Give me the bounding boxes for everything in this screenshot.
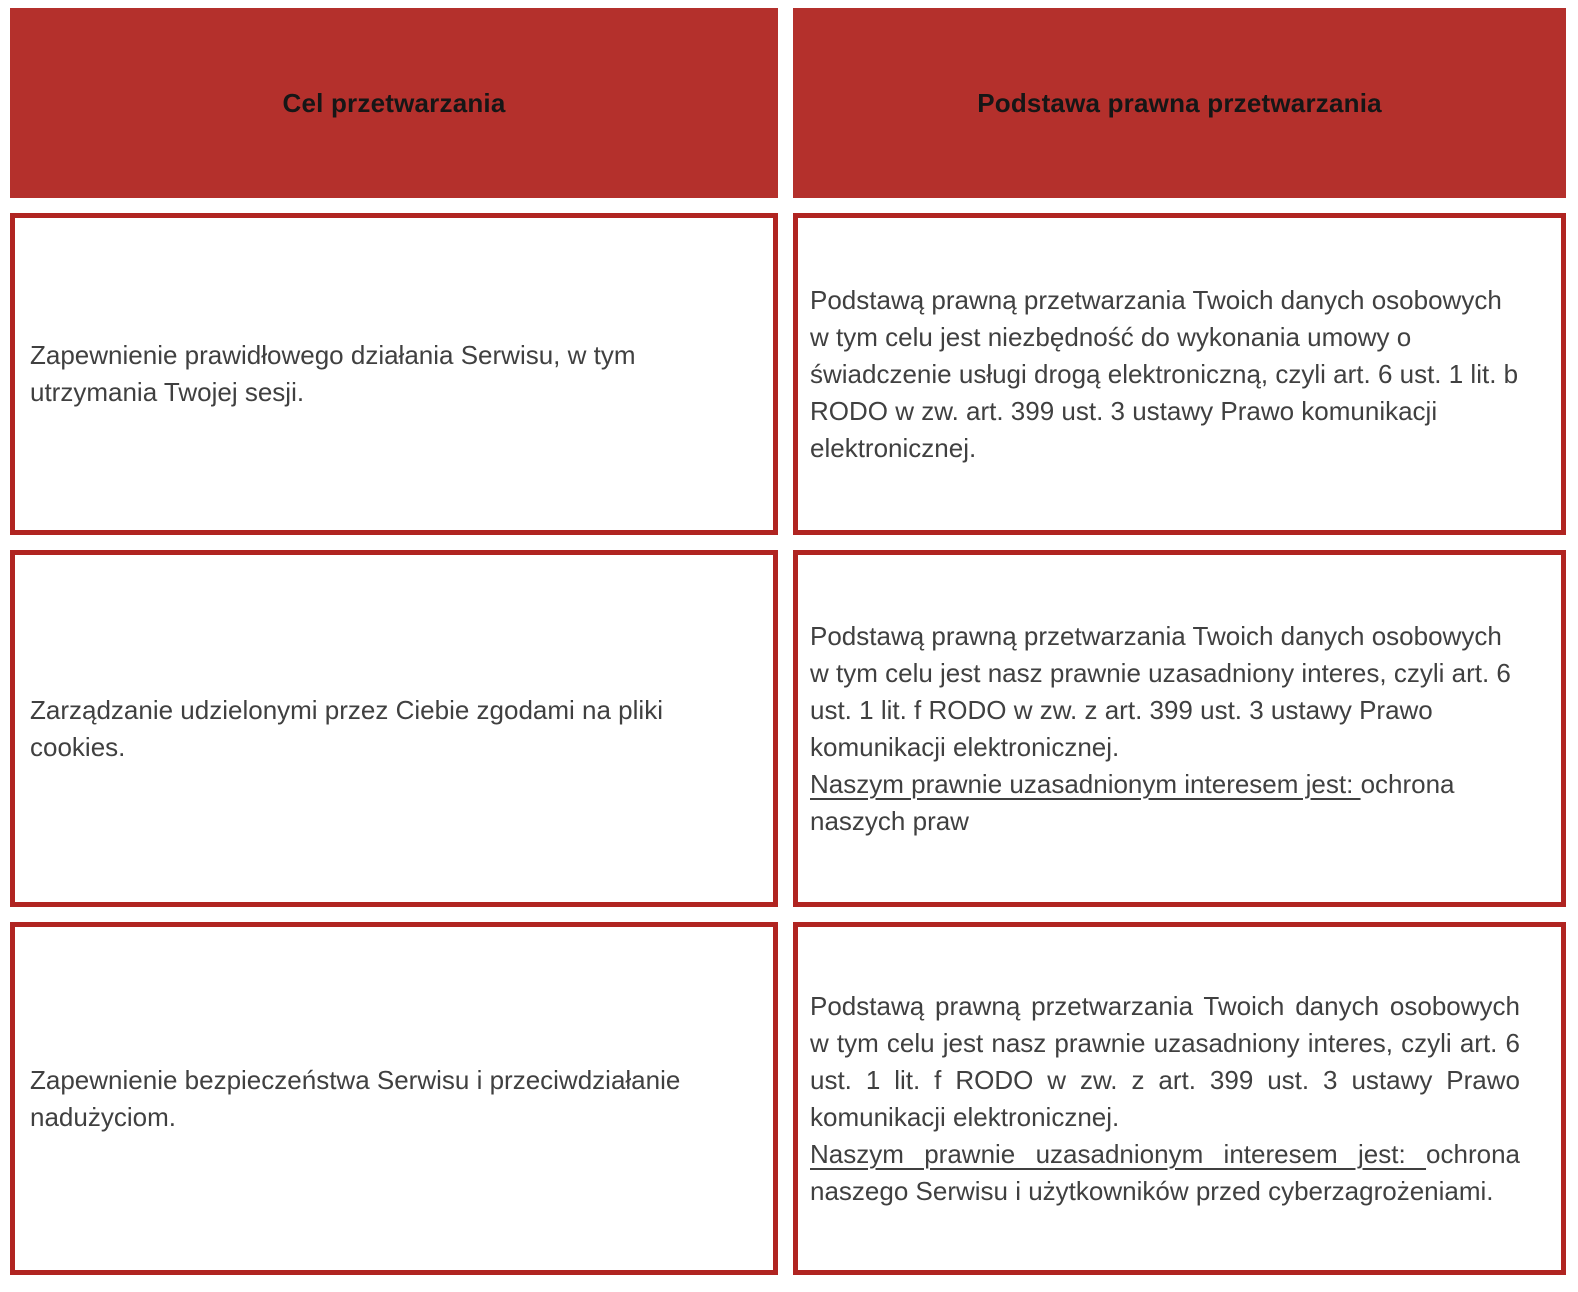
column-header-purpose [10, 8, 778, 198]
legal-basis-text-row2 [798, 618, 1561, 840]
table-cell-purpose-row3 [10, 922, 778, 1275]
column-header-purpose-label: Cel przetwarzania [282, 87, 506, 118]
legal-basis-text-row1 [798, 282, 1561, 467]
table-cell-legal-basis-row3 [793, 922, 1566, 1275]
table-cell-legal-basis-row1 [793, 213, 1566, 535]
legitimate-interest-label-row2: Naszym prawnie uzasadnionym interesem jest: [810, 768, 1361, 799]
purpose-text-row1: Zapewnienie prawidłowego działania Serwisu, w tym utrzymania Twojej sesji. [30, 340, 636, 407]
legal-basis-intro-row2: Podstawą prawną przetwarzania Twoich danych osobowych w tym celu jest nasz prawnie uzasadniony interes, czyli art. 6 ust. 1 lit. f RODO w zw. z art. 399 ust. 3 ustawy Prawo komunikacji elektronicznej. [810, 620, 1511, 762]
legal-basis-intro-row1: Podstawą prawną przetwarzania Twoich danych osobowych w tym celu jest niezbędność do wykonania umowy o świadczenie usługi drogą elektroniczną, czyli art. 6 ust. 1 lit. b RODO w zw. art. 399 ust. 3 ustawy Prawo komunikacji elektronicznej. [810, 284, 1519, 463]
legal-basis-text-row3 [798, 988, 1561, 1210]
legitimate-interest-value-row3: ochrona naszego Serwisu i użytkowników przed cyberzagrożeniami. [810, 1138, 1520, 1206]
purpose-text-row3: Zapewnienie bezpieczeństwa Serwisu i przeciwdziałanie nadużyciom. [30, 1064, 681, 1132]
table-cell-legal-basis-row2 [793, 550, 1566, 907]
legitimate-interest-value-row2: ochrona naszych praw [810, 768, 1455, 836]
column-header-legal-basis-label: Podstawa prawna przetwarzania [977, 87, 1382, 118]
legitimate-interest-label-row3: Naszym prawnie uzasadnionym interesem jest: [810, 1138, 1427, 1169]
table-cell-purpose-row1 [10, 213, 778, 535]
column-header-legal-basis [793, 8, 1566, 198]
purpose-text-row2: Zarządzanie udzielonymi przez Ciebie zgodami na pliki cookies. [30, 694, 663, 762]
table-cell-purpose-row2 [10, 550, 778, 907]
legal-basis-intro-row3: Podstawą prawną przetwarzania Twoich danych osobowych w tym celu jest nasz prawnie uzasadniony interes, czyli art. 6 ust. 1 lit. f RODO w zw. z art. 399 ust. 3 ustawy Prawo komunikacji elektronicznej. [810, 990, 1520, 1132]
